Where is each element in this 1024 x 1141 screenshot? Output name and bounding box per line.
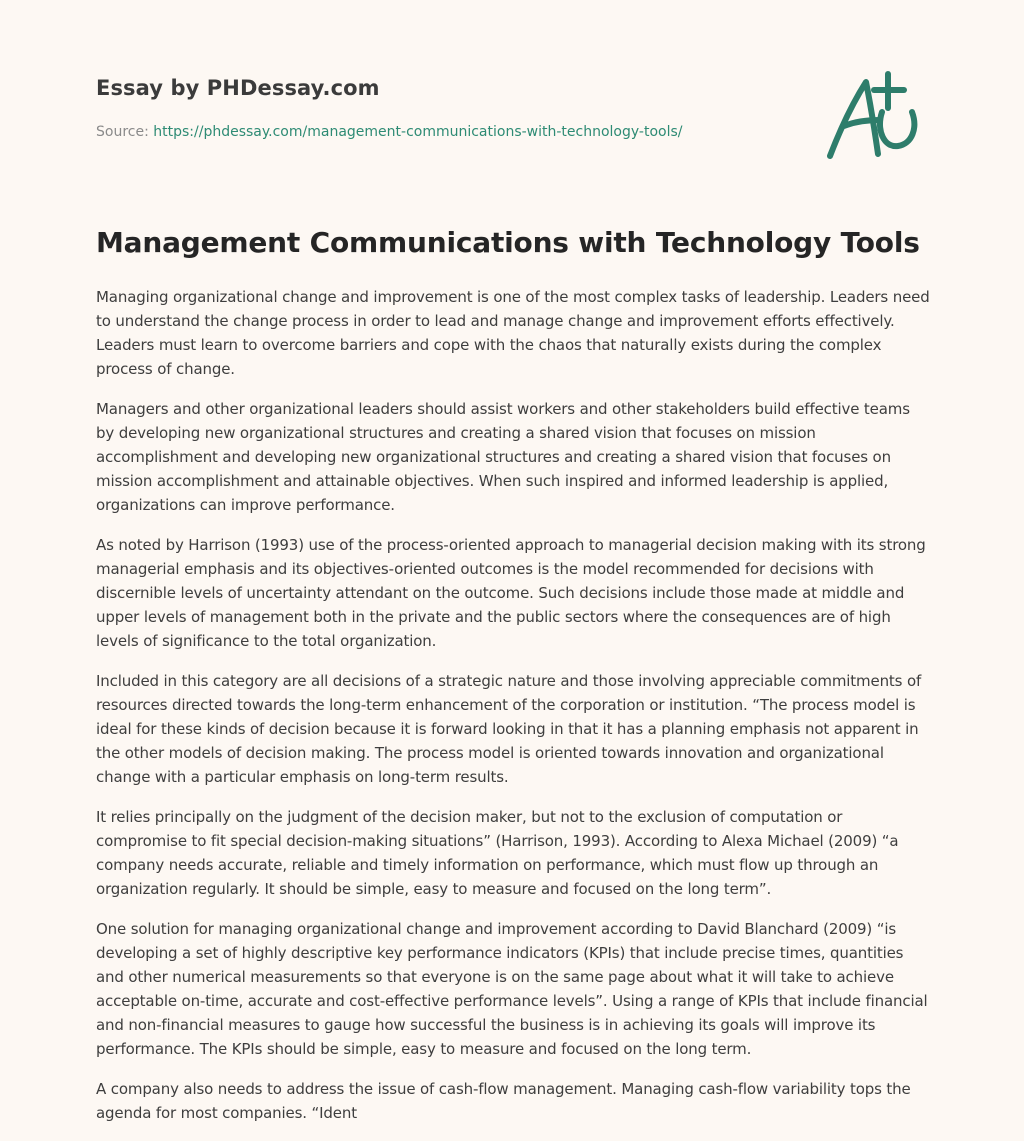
essay-paragraph: Managing organizational change and improvement is one of the most complex tasks of leadership. Leaders need to understand the change process in order to lead and manage change and improvement efforts effectively. Leaders must learn to overcome barriers and cope with the chaos that naturally exists during the complex process of change. [96, 288, 930, 378]
essay-paragraph: It relies principally on the judgment of the decision maker, but not to the exclusion of computation or compromise to fit special decision-making situations” (Harrison, 1993). According to Alexa Michael (2009) “a company needs accurate, reliable and timely information on performance, which must flow up through an organization regularly. It should be simple, easy to measure and focused on the long term”. [96, 808, 899, 898]
source-line [96, 124, 683, 140]
essay-title: Management Communications with Technology Tools [96, 226, 920, 259]
essay-paragraph: One solution for managing organizational change and improvement according to David Blanchard (2009) “is developing a set of highly descriptive key performance indicators (KPIs) that include precise times, quantities and other numerical measurements so that everyone is on the same page about what it will take to achieve acceptable on-time, accurate and cost-effective performance levels”. Using a range of KPIs that include financial and non-financial measures to gauge how successful the business is in achieving its goals will improve its performance. The KPIs should be simple, easy to measure and focused on the long term. [96, 920, 928, 1058]
essay-body [96, 285, 932, 1141]
essay-paragraph: As noted by Harrison (1993) use of the process-oriented approach to managerial decision making with its strong managerial emphasis and its objectives-oriented outcomes is the model recommended for decisions with discernible levels of uncertainty attendant on the outcome. Such decisions include those made at middle and upper levels of management both in the private and the public sectors where the consequences are of high levels of significance to the total organization. [96, 536, 926, 650]
essay-paragraph: Managers and other organizational leaders should assist workers and other stakeholders build effective teams by developing new organizational structures and creating a shared vision that focuses on mission accomplishment and developing new organizational structures and creating a shared vision that focuses on mission accomplishment and attainable objectives. When such inspired and informed leadership is applied, organizations can improve performance. [96, 400, 910, 514]
source-link[interactable]: https://phdessay.com/management-communications-with-technology-tools/ [153, 124, 683, 140]
essay-paragraph: Included in this category are all decisions of a strategic nature and those involving appreciable commitments of resources directed towards the long-term enhancement of the corporation or institution. “The process model is ideal for these kinds of decision because it is forward looking in that it has a planning emphasis not apparent in the other models of decision making. The process model is oriented towards innovation and organizational change with a particular emphasis on long-term results. [96, 672, 922, 786]
site-brand-title: Essay by PHDessay.com [96, 76, 380, 100]
source-label: Source: [96, 124, 154, 140]
a-plus-grade-icon [822, 68, 930, 164]
essay-paragraph: A company also needs to address the issue of cash-flow management. Managing cash-flow variability tops the agenda for most companies. “Ident [96, 1080, 911, 1122]
